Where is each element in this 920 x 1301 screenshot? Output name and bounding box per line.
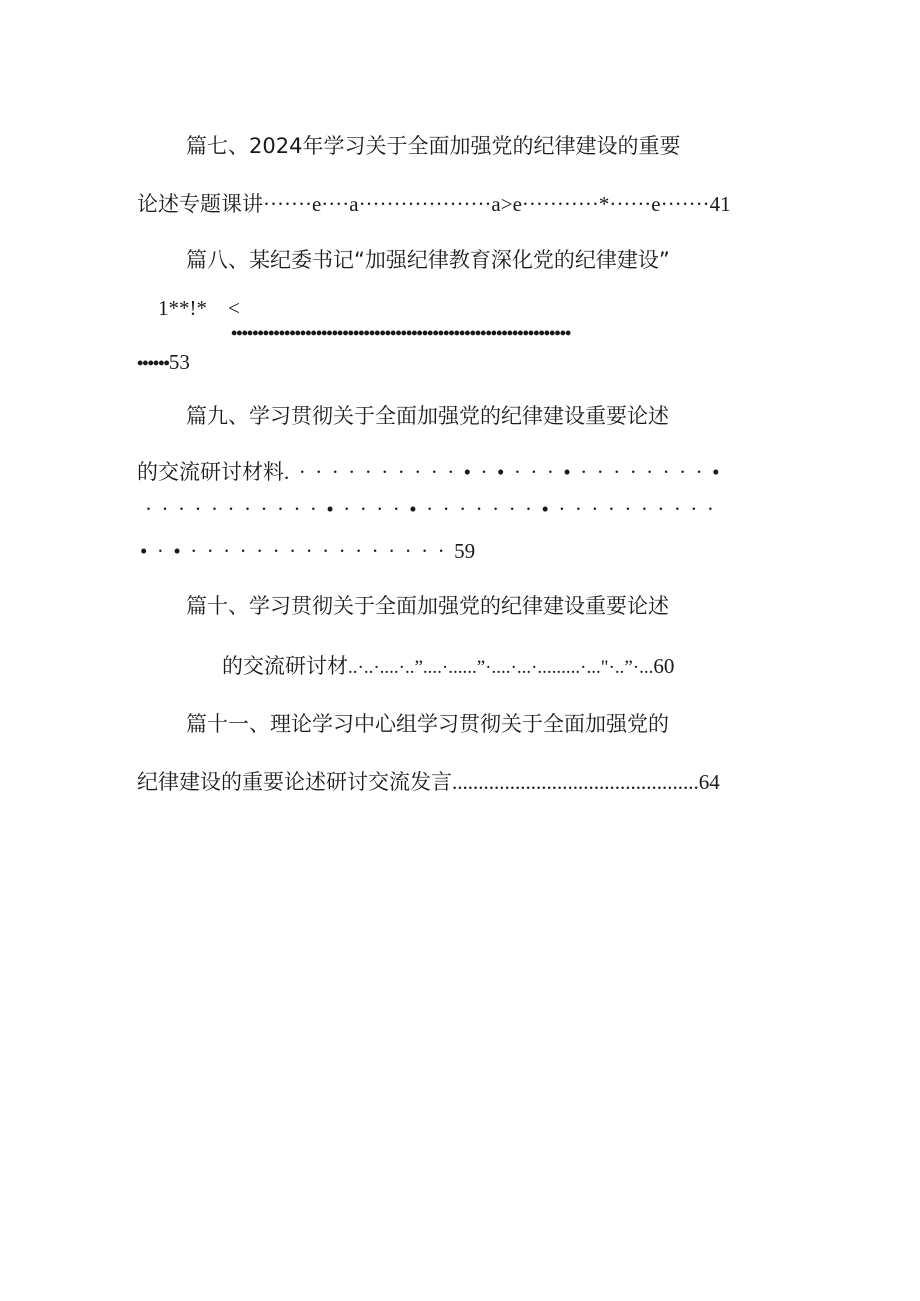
toc-entry-9-leader: .··········•·•···•········• bbox=[284, 460, 730, 484]
toc-entry-10-title-line2 bbox=[222, 652, 674, 682]
toc-entry-11-title-continued: 纪律建设的重要论述研讨交流发言 bbox=[137, 770, 452, 794]
toc-entry-10-title-line1: 篇十、学习贯彻关于全面加强党的纪律建设重要论述 bbox=[186, 594, 669, 618]
toc-entry-7-title-line2 bbox=[137, 190, 731, 218]
toc-entry-11-leader: ............................................... bbox=[452, 770, 699, 794]
toc-entry-11-page-number: 64 bbox=[698, 770, 720, 794]
toc-entry-8-title-line2: 1**!* < bbox=[158, 296, 240, 320]
toc-entry-11-title-line1: 篇十一、理论学习中心组学习贯彻关于全面加强党的 bbox=[186, 712, 669, 736]
toc-entry-8-title-line1: 篇八、某纪委书记“加强纪律教育深化党的纪律建设” bbox=[186, 248, 670, 272]
toc-entry-10-leader: ..·..·....·..”....·......”·....·...·.........·..."·..”·... bbox=[348, 657, 654, 678]
toc-entry-9-page-number: 59 bbox=[454, 539, 476, 563]
toc-entry-7-title-continued: 论述专题课讲 bbox=[137, 192, 263, 216]
toc-entry-9-title-line2 bbox=[137, 458, 729, 486]
toc-entry-7-leader: ·······e····a···················a>e···········*······e······· bbox=[263, 192, 710, 216]
toc-entry-9-final-line bbox=[140, 537, 475, 565]
toc-entry-10-page-number: 60 bbox=[653, 654, 675, 678]
toc-entry-8-leader-line: •••••••••••••••••••••••••••••••••••••••••••••••••••••••••••••••• bbox=[231, 323, 571, 343]
toc-entry-8-leader: •••••• bbox=[137, 353, 169, 373]
toc-entry-10-title-continued: 的交流研讨材 bbox=[222, 654, 348, 678]
toc-entry-7-title-line1: 篇七、2024年学习关于全面加强党的纪律建设的重要 bbox=[186, 134, 681, 158]
toc-entry-9-leader: •·•················ bbox=[140, 539, 455, 563]
toc-entry-11-title-line2 bbox=[137, 768, 720, 796]
toc-entry-8-final-line bbox=[137, 348, 190, 377]
toc-entry-9-title-continued: 的交流研讨材料 bbox=[137, 460, 284, 484]
toc-entry-9-leader-line: ···········•····•·······•·········· bbox=[145, 497, 724, 521]
toc-entry-8-page-number: 53 bbox=[168, 350, 190, 374]
toc-entry-7-page-number: 41 bbox=[709, 192, 731, 216]
toc-entry-9-title-line1: 篇九、学习贯彻关于全面加强党的纪律建设重要论述 bbox=[186, 404, 669, 428]
